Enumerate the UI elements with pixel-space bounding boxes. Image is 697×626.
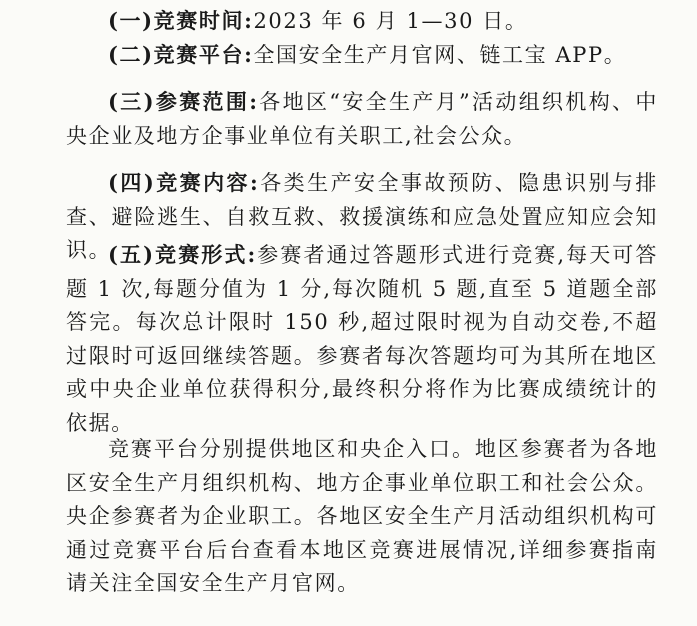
section-heading: (一)竞赛时间: <box>108 8 254 33</box>
section-heading: (四)竞赛内容: <box>108 170 260 195</box>
section-competition-time <box>66 4 658 39</box>
section-body: 各类生产安全事故预防、隐患识别与排查、避险逃生、自救互救、救援演练和应急处置应知应会知识。 <box>66 171 658 262</box>
section-body: 2023 年 6 月 1—30 日。 <box>253 9 528 33</box>
section-competition-format <box>66 238 658 440</box>
section-body: 各地区“安全生产月”活动组织机构、中央企业及地方企事业单位有关职工,社会公众。 <box>66 90 658 148</box>
section-heading: (二)竞赛平台: <box>108 42 254 67</box>
closing-paragraph: 竞赛平台分别提供地区和央企入口。地区参赛者为各地区安全生产月组织机构、地方企事业单位职工和社会公众。央企参赛者为企业职工。各地区安全生产月活动组织机构可通过竞赛平台后台查看本地区竞赛进展情况,详细参赛指南请关注全国安全生产月官网。 <box>66 437 658 595</box>
section-body: 参赛者通过答题形式进行竞赛,每天可答题 1 次,每题分值为 1 分,每次随机 5 题,直至 5 道题全部答完。每次总计限时 150 秒,超过限时视为自动交卷,不超过限时可返回继续答题。参赛者每次答题均可为其所在地区或中央企业单位获得积分,最终积分将作为比赛成绩统计的依据。 <box>66 243 658 435</box>
section-heading: (三)参赛范围: <box>108 89 259 114</box>
section-body: 全国安全生产月官网、链工宝 APP。 <box>253 43 627 67</box>
section-participation-scope <box>66 85 658 153</box>
section-competition-platform <box>66 38 658 73</box>
section-heading: (五)竞赛形式: <box>108 242 257 267</box>
